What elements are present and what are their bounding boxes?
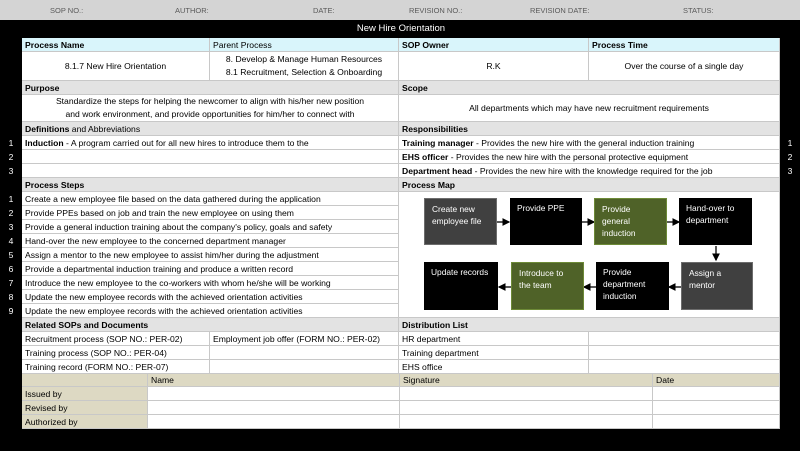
- responsibility-text: - Provides the new hire with the general induction training: [473, 138, 695, 148]
- row-number: 2: [787, 152, 793, 162]
- responsibilities-header: Responsibilities: [399, 122, 780, 136]
- signoff-name-cell[interactable]: [148, 415, 400, 429]
- signoff-date-cell[interactable]: [653, 401, 780, 415]
- related-doc[interactable]: Employment job offer (FORM NO.: PER-02): [210, 332, 399, 346]
- signoff-signature-cell[interactable]: [400, 387, 653, 401]
- distribution-extra-cell[interactable]: [589, 346, 780, 360]
- parent-process-line-1: 8. Develop & Manage Human Resources: [225, 54, 383, 64]
- sop-owner-value[interactable]: R.K: [399, 52, 589, 81]
- signoff-row-label: Issued by: [22, 387, 148, 401]
- document-title: New Hire Orientation: [22, 20, 780, 37]
- parent-process-header: Parent Process: [210, 38, 399, 52]
- related-doc[interactable]: Recruitment process (SOP NO.: PER-02): [22, 332, 210, 346]
- distribution-header: Distribution List: [399, 318, 780, 332]
- distribution-extra-cell[interactable]: [589, 332, 780, 346]
- responsibility-text: - Provides the new hire with the knowledge required for the job: [472, 166, 713, 176]
- process-name-value[interactable]: 8.1.7 New Hire Orientation: [22, 52, 210, 81]
- scope-text[interactable]: All departments which may have new recruitment requirements: [399, 95, 780, 122]
- definitions-label: Definitions: [25, 124, 70, 134]
- step-number: 1: [8, 194, 14, 204]
- parent-process-line-2: 8.1 Recruitment, Selection & Onboarding: [225, 67, 383, 77]
- responsibility-row[interactable]: [399, 164, 780, 178]
- responsibility-role: Department head: [402, 166, 473, 176]
- step-number: 9: [8, 306, 14, 316]
- process-step[interactable]: Provide a general induction training about the company's policy, goals and safety: [22, 220, 399, 234]
- sop-meta-bar: [0, 0, 800, 20]
- step-number: 8: [8, 292, 14, 302]
- signoff-corner: [22, 374, 148, 387]
- map-box-create-file[interactable]: Create new employee file: [424, 198, 497, 245]
- definition-row[interactable]: [22, 150, 399, 164]
- map-box-department-induction[interactable]: Provide department induction: [596, 262, 669, 310]
- process-step[interactable]: Introduce the new employee to the co-workers with whom he/she will be working: [22, 276, 399, 290]
- scope-header: Scope: [399, 81, 780, 95]
- process-map-header: Process Map: [399, 178, 780, 192]
- distribution-item[interactable]: EHS office: [399, 360, 589, 374]
- step-number: 7: [8, 278, 14, 288]
- responsibility-role: Training manager: [402, 138, 474, 148]
- purpose-text[interactable]: [22, 95, 399, 122]
- step-number: 4: [8, 236, 14, 246]
- process-steps-header: Process Steps: [22, 178, 399, 192]
- signoff-date-cell[interactable]: [653, 387, 780, 401]
- definitions-header: [22, 122, 399, 136]
- process-step[interactable]: Create a new employee file based on the data gathered during the application: [22, 192, 399, 206]
- definition-row[interactable]: [22, 164, 399, 178]
- map-box-hand-over[interactable]: Hand-over to department: [679, 198, 752, 245]
- sop-no-label: SOP NO.:: [50, 6, 84, 15]
- step-number: 6: [8, 264, 14, 274]
- signoff-name-header: Name: [148, 374, 400, 387]
- revision-no-label: REVISION NO.:: [409, 6, 463, 15]
- signoff-date-cell[interactable]: [653, 415, 780, 429]
- step-number: 3: [8, 222, 14, 232]
- process-time-header: Process Time: [589, 38, 780, 52]
- responsibility-row[interactable]: [399, 150, 780, 164]
- purpose-header: Purpose: [22, 81, 399, 95]
- signoff-row-label: Revised by: [22, 401, 148, 415]
- date-label: DATE:: [313, 6, 335, 15]
- revision-date-label: REVISION DATE:: [530, 6, 590, 15]
- row-number: 2: [8, 152, 14, 162]
- signoff-date-header: Date: [653, 374, 780, 387]
- signoff-name-cell[interactable]: [148, 401, 400, 415]
- related-docs-header: Related SOPs and Documents: [22, 318, 399, 332]
- row-number: 1: [787, 138, 793, 148]
- purpose-line-1: Standardize the steps for helping the newcomer to align with his/her new position: [55, 96, 365, 106]
- map-box-assign-mentor[interactable]: Assign a mentor: [681, 262, 753, 310]
- status-label: STATUS:: [683, 6, 714, 15]
- abbreviations-label: and Abbreviations: [69, 124, 141, 134]
- definition-term: Induction: [25, 138, 64, 148]
- step-number: 5: [8, 250, 14, 260]
- parent-process-value[interactable]: [210, 52, 399, 81]
- related-doc[interactable]: Training record (FORM NO.: PER-07): [22, 360, 210, 374]
- responsibility-role: EHS officer: [402, 152, 449, 162]
- distribution-extra-cell[interactable]: [589, 360, 780, 374]
- row-number: 3: [8, 166, 14, 176]
- author-label: AUTHOR:: [175, 6, 209, 15]
- row-number: 1: [8, 138, 14, 148]
- signoff-row-label: Authorized by: [22, 415, 148, 429]
- map-box-provide-ppe[interactable]: Provide PPE: [510, 198, 582, 245]
- process-step[interactable]: Update the new employee records with the achieved orientation activities: [22, 304, 399, 318]
- step-number: 2: [8, 208, 14, 218]
- process-step[interactable]: Update the new employee records with the achieved orientation activities: [22, 290, 399, 304]
- map-box-update-records[interactable]: Update records: [424, 262, 498, 310]
- signoff-name-cell[interactable]: [148, 387, 400, 401]
- related-doc[interactable]: Training process (SOP NO.: PER-04): [22, 346, 210, 360]
- definition-row[interactable]: [22, 136, 399, 150]
- map-box-general-induction[interactable]: Provide general induction: [594, 198, 667, 245]
- sop-owner-header: SOP Owner: [399, 38, 589, 52]
- process-name-header: Process Name: [22, 38, 210, 52]
- related-doc[interactable]: [210, 360, 399, 374]
- row-number: 3: [787, 166, 793, 176]
- distribution-item[interactable]: HR department: [399, 332, 589, 346]
- responsibility-row[interactable]: [399, 136, 780, 150]
- process-time-value[interactable]: Over the course of a single day: [589, 52, 780, 81]
- responsibility-text: - Provides the new hire with the personal protective equipment: [448, 152, 689, 162]
- process-step[interactable]: Provide PPEs based on job and train the new employee on using them: [22, 206, 399, 220]
- purpose-line-2: and work environment, and provide opportunities for him/her to connect with: [65, 109, 355, 119]
- definition-text: - A program carried out for all new hires to introduce them to the: [63, 138, 309, 148]
- map-box-introduce-team[interactable]: Introduce to the team: [511, 262, 584, 310]
- process-step[interactable]: Hand-over the new employee to the concerned department manager: [22, 234, 399, 248]
- signoff-signature-cell[interactable]: [400, 401, 653, 415]
- distribution-item[interactable]: Training department: [399, 346, 589, 360]
- process-step[interactable]: Assign a mentor to the new employee to assist him/her during the adjustment: [22, 248, 399, 262]
- signoff-signature-header: Signature: [400, 374, 653, 387]
- process-step[interactable]: Provide a departmental induction training and produce a written record: [22, 262, 399, 276]
- related-doc[interactable]: [210, 346, 399, 360]
- signoff-signature-cell[interactable]: [400, 415, 653, 429]
